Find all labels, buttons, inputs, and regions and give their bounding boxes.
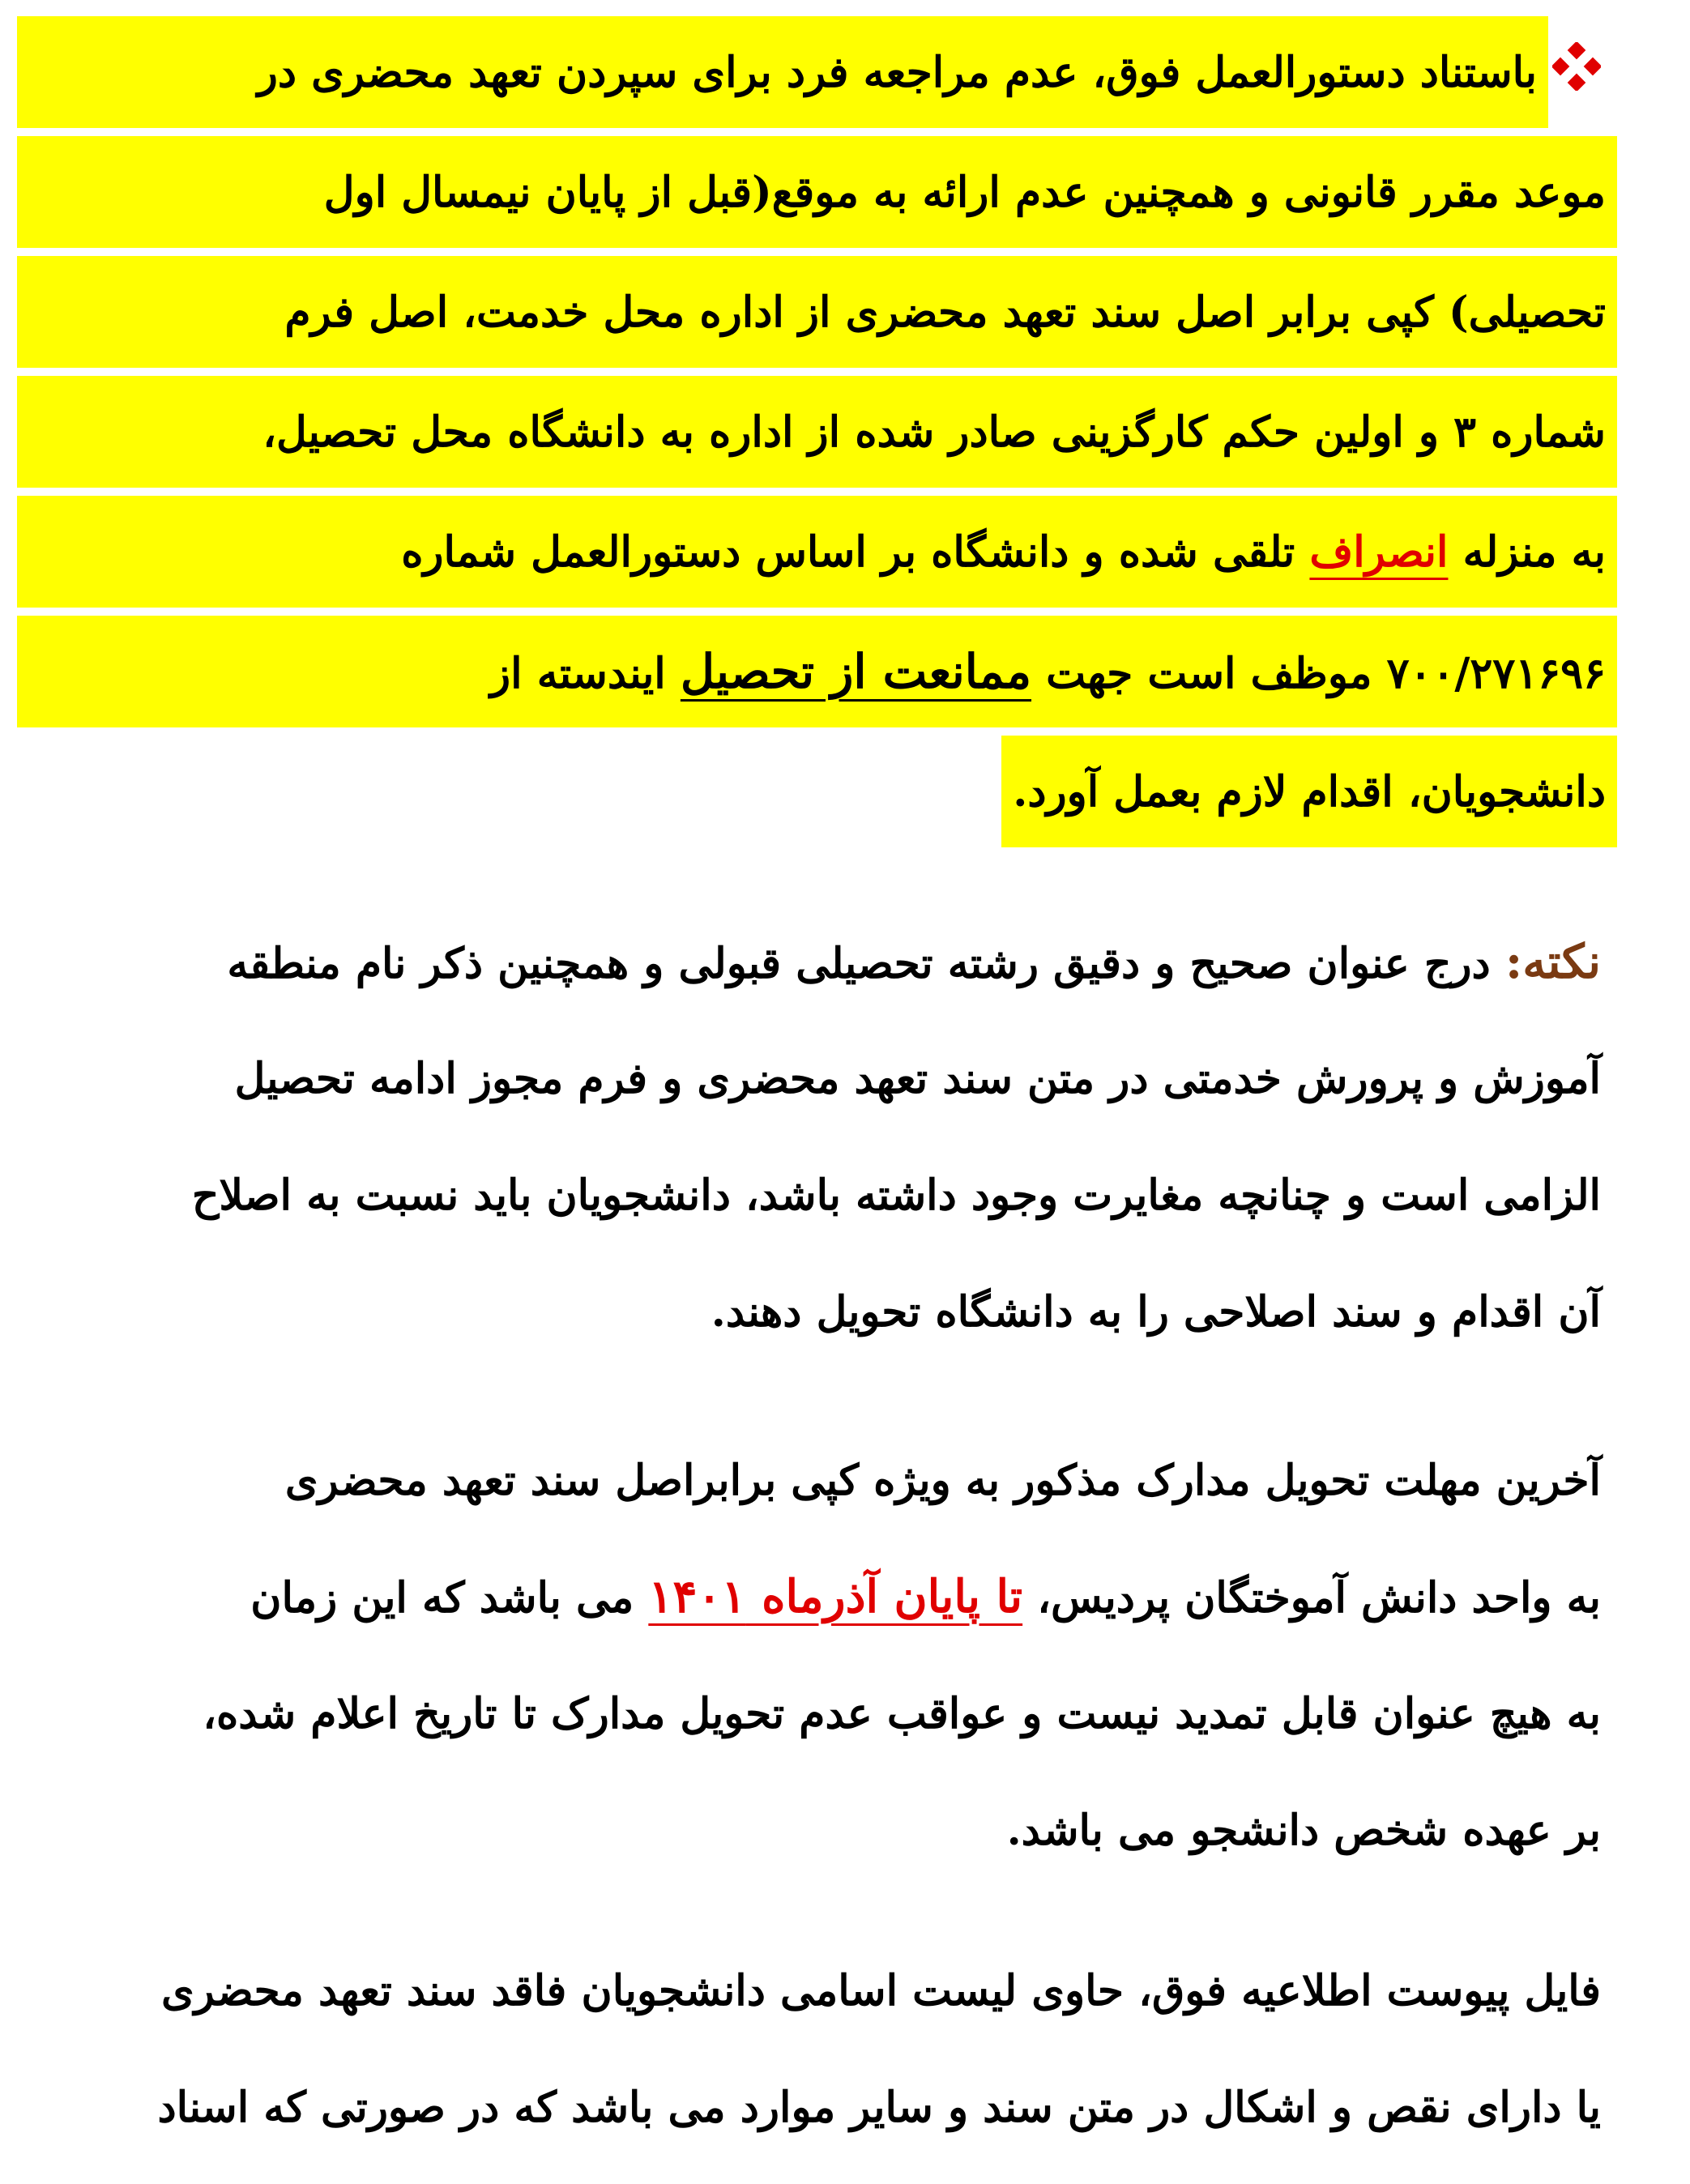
deadline-paragraph	[41, 1422, 1601, 1888]
highlight-text: باستناد دستورالعمل فوق، عدم مراجعه فرد برای سپردن تعهد محضری در	[257, 47, 1537, 97]
note-text: الزامی است و چنانچه مغایرت وجود داشته باشد، دانشجویان باید نسبت به اصلاح	[191, 1170, 1601, 1220]
highlight-line-4	[17, 376, 1606, 488]
attachment-line-2	[41, 2049, 1601, 2165]
highlight-line-6	[17, 616, 1606, 727]
highlight-text: دانشجویان، اقدام لازم بعمل آورد.	[1013, 766, 1606, 817]
deadline-text: بر عهده شخص دانشجو می باشد.	[1006, 1805, 1601, 1855]
highlight-text: ۷۰۰/۲۷۱۶۹۶ موظف است جهت	[1046, 649, 1606, 698]
deadline-line-2	[41, 1538, 1601, 1655]
attachment-text: یا دارای نقص و اشکال در متن سند و سایر موارد می باشد که در صورتی که اسناد	[157, 2082, 1601, 2132]
note-line-3	[41, 1137, 1601, 1253]
highlight-text: تلقی شده و دانشگاه بر اساس دستورالعمل شماره	[401, 527, 1295, 577]
note-line-2	[41, 1020, 1601, 1137]
highlight-line-2	[17, 136, 1606, 248]
highlight-text: ایندسته از	[490, 649, 666, 698]
withdrawal-term: انصراف	[1309, 527, 1449, 577]
attachment-line-1	[41, 1932, 1601, 2049]
note-label: نکته:	[1504, 934, 1601, 989]
highlight-line-7	[17, 736, 1606, 847]
deadline-text: به هیچ عنوان قابل تمدید نیست و عواقب عدم تحویل مدارک تا تاریخ اعلام شده،	[203, 1688, 1601, 1738]
highlighted-paragraph	[17, 16, 1606, 855]
note-text: آن اقدام و سند اصلاحی را به دانشگاه تحویل دهند.	[711, 1286, 1601, 1337]
highlight-text: به منزله	[1462, 527, 1606, 577]
note-paragraph	[41, 903, 1601, 1370]
deadline-date: تا پایان آذرماه ۱۴۰۱	[648, 1570, 1023, 1623]
deadline-text: می باشد که این زمان	[250, 1573, 634, 1623]
highlight-line-1	[17, 16, 1537, 128]
diamond-bullet-icon	[1552, 42, 1601, 91]
note-line-4	[41, 1253, 1601, 1370]
prevention-term: ممانعت از تحصیل	[680, 644, 1032, 699]
deadline-text: به واحد دانش آموختگان پردیس،	[1037, 1573, 1601, 1623]
highlight-text: موعد مقرر قانونی و همچنین عدم ارائه به موقع(قبل از پایان نیمسال اول	[323, 167, 1606, 217]
highlight-line-3	[17, 256, 1606, 368]
note-line-1	[41, 903, 1601, 1020]
deadline-line-1	[41, 1422, 1601, 1538]
note-text: آموزش و پرورش خدمتی در متن سند تعهد محضری و فرم مجوز ادامه تحصیل	[234, 1053, 1601, 1103]
deadline-line-3	[41, 1655, 1601, 1772]
highlight-line-5	[17, 496, 1606, 608]
attachment-paragraph	[41, 1932, 1601, 2165]
highlight-text: شماره ۳ و اولین حکم کارگزینی صادر شده از اداره به دانشگاه محل تحصیل،	[262, 407, 1606, 457]
deadline-text: آخرین مهلت تحویل مدارک مذکور به ویژه کپی برابراصل سند تعهد محضری	[284, 1455, 1601, 1505]
attachment-text: فایل پیوست اطلاعیه فوق، حاوی لیست اسامی دانشجویان فاقد سند تعهد محضری	[160, 1965, 1601, 2016]
deadline-line-4	[41, 1772, 1601, 1888]
note-text: درج عنوان صحیح و دقیق رشته تحصیلی قبولی و همچنین ذکر نام منطقه	[227, 939, 1491, 988]
highlight-text: تحصیلی) کپی برابر اصل سند تعهد محضری از اداره محل خدمت، اصل فرم	[284, 287, 1606, 337]
